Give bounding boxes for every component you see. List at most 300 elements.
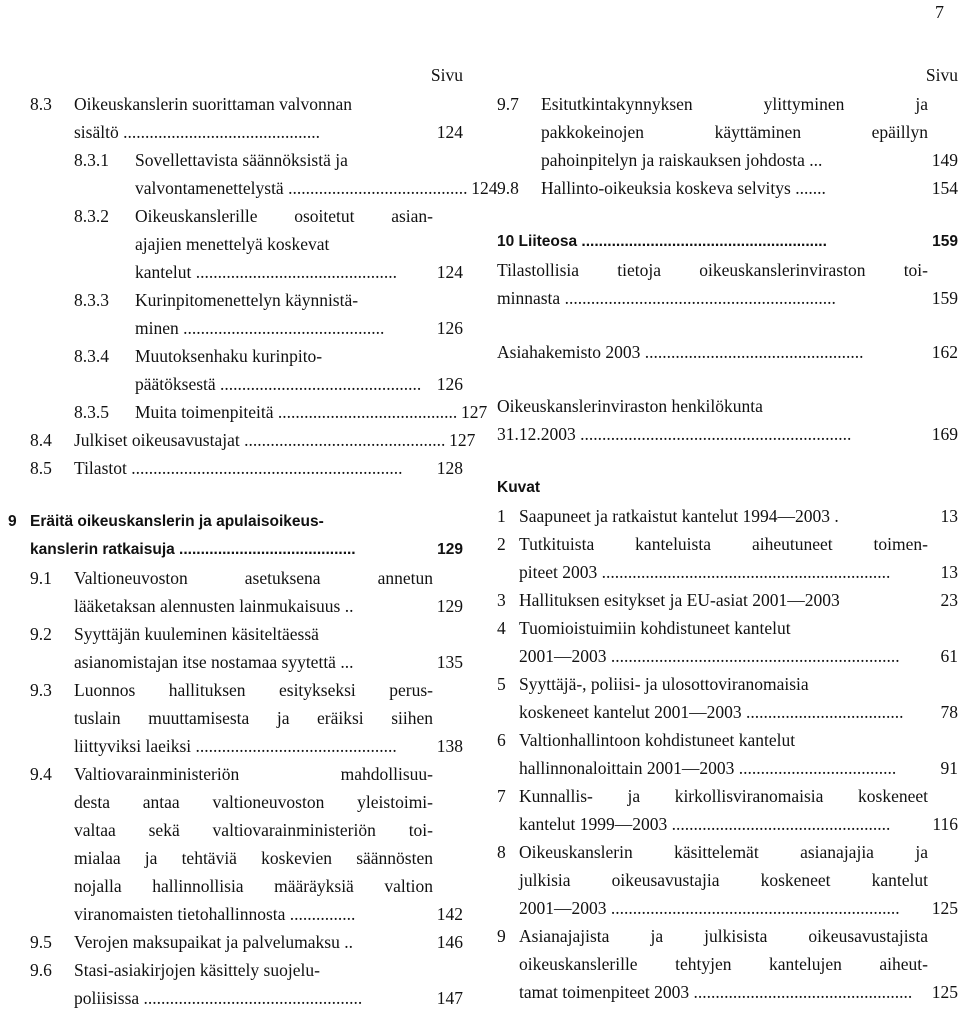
toc-entry-title [135,398,457,426]
toc-entry-title [519,754,936,782]
toc-entry-continuation [30,648,463,676]
toc-entry-text: kantelut 1999—2003 [519,814,668,834]
toc-entry-continuation [497,558,958,586]
dot-leader: .. [340,596,354,616]
toc-entry-text: Asiahakemisto 2003 [497,342,641,362]
dot-leader: ......................................... [283,178,468,198]
toc-page-spacer [928,950,958,978]
toc-entry-title [74,984,433,1012]
toc-page-spacer [433,760,463,788]
toc-entry-text: lääketaksan alennusten lainmukaisuus [74,596,341,616]
toc-entry-text: Tilastollisia tietoja oikeuskanslerinviraston toi- [497,260,928,280]
toc-entry [30,286,463,314]
toc-entry-title [74,704,433,732]
toc-page-spacer [928,474,958,502]
toc-page-spacer [433,676,463,704]
toc-list [497,90,958,1006]
toc-page-spacer [928,90,958,118]
toc-entry-number: 1 [497,506,506,526]
toc-entry-continuation [497,810,958,838]
toc-entry-title [519,950,928,978]
toc-entry [30,342,463,370]
toc-page-number: 125 [931,898,958,918]
toc-entry-text: Verojen maksupaikat ja palvelumaksu [74,932,340,952]
toc-entry-text: piteet 2003 [519,562,598,582]
toc-entry-title [519,698,936,726]
dot-leader: ... [804,150,823,170]
toc-entry-title [74,956,433,984]
toc-entry-number: 7 [497,786,506,806]
toc-entry-title [541,174,921,202]
toc-entry-number: 9.1 [30,568,52,588]
toc-entry-text: Sovellettavista säännöksistä ja [135,150,348,170]
toc-entry-text: Hallinto-oikeuksia koskeva selvitys [541,178,791,198]
dot-leader: .............................................. [178,318,385,338]
toc-entry-text: julkisia oikeusavustajia koskeneet kantelut [519,870,928,890]
toc-page-spacer [433,90,463,118]
toc-entry-title [497,256,928,284]
toc-entry-text: 2001—2003 [519,898,607,918]
toc-page-number: 129 [436,596,463,616]
toc-entry-title [519,558,936,586]
toc-entry-continuation [497,118,958,146]
toc-page-number: 124 [436,262,463,282]
toc-entry-continuation [30,844,463,872]
toc-entry-title [519,726,928,754]
toc-entry-title [30,508,433,536]
toc-page-spacer [433,508,463,536]
spacer [497,202,958,228]
toc-entry-title [541,118,928,146]
toc-page-spacer [928,922,958,950]
toc-page-spacer [928,670,958,698]
toc-entry [497,174,958,202]
toc-page-spacer [433,146,463,174]
toc-page-spacer [433,956,463,984]
toc-page-number: 128 [436,458,463,478]
toc-entry-title [497,392,928,420]
toc-page-number: 125 [931,982,958,1002]
dot-leader: ......................................... [273,402,458,422]
toc-entry-title [497,228,921,256]
toc-entry [497,586,958,614]
toc-entry-text: pakkokeinojen käyttäminen epäillyn [541,122,928,142]
toc-entry-continuation [30,118,463,146]
toc-entry-continuation [497,950,958,978]
toc-entry-continuation [497,866,958,894]
sivu-header: Sivu [925,65,958,85]
toc-page-spacer [928,866,958,894]
toc-entry-text: Eräitä oikeuskanslerin ja apulaisoikeus- [30,513,324,530]
toc-entry-text: nojalla hallinnollisia määräyksiä valtion [74,876,433,896]
toc-entry-title [74,648,433,676]
toc-entry-text: ajajien menettelyä koskevat [135,234,330,254]
toc-entry-text: Tilastot [74,458,127,478]
toc-page-spacer [928,530,958,558]
toc-entry-number: 8 [497,842,506,862]
toc-entry-text: oikeuskanslerille tehtyjen kantelujen aiheut- [519,954,928,974]
toc-entry-continuation [30,872,463,900]
toc-entry-number: 5 [497,674,506,694]
toc-entry-text: Muita toimenpiteitä [135,402,274,422]
toc-entry-continuation [497,894,958,922]
toc-entry-title [497,284,921,312]
toc-entry-title [135,174,467,202]
toc-entry-continuation [497,978,958,1006]
toc-entry-title [74,732,433,760]
toc-page-number: 146 [436,932,463,952]
page-number: 7 [935,2,944,22]
toc-entry [30,426,476,454]
toc-page-spacer [433,230,463,258]
dot-leader: .............................................. [215,374,422,394]
toc-entry-text: kantelut [135,262,192,282]
toc-entry [30,676,463,704]
toc-entry-number: 8.3 [30,94,52,114]
toc-entry-text: tamat toimenpiteet 2003 [519,982,690,1002]
toc-entry-text: Hallituksen esitykset ja EU-asiat 2001—2003 [519,590,840,610]
toc-entry-title [519,586,933,614]
toc-entry-continuation [30,788,463,816]
toc-page-number: 124 [436,122,463,142]
toc-entry [30,564,463,592]
toc-entry [497,726,958,754]
toc-entry [30,90,463,118]
toc-entry-text: Esitutkintakynnyksen ylittyminen ja [541,94,928,114]
toc-entry-text: viranomaisten tietohallinnosta [74,904,286,924]
toc-page-number: 135 [436,652,463,672]
toc-entry-text: Syyttäjä-, poliisi- ja ulosottoviranomaisia [519,674,809,694]
toc-page-number: 154 [931,178,958,198]
toc-entry-number: 9.3 [30,680,52,700]
toc-entry-continuation [30,732,463,760]
toc-entry-number: 8.3.3 [74,290,109,310]
toc-entry-text: liittyviksi laeiksi [74,736,192,756]
toc-entry-title [74,426,445,454]
toc-entry [497,838,958,866]
toc-entry-title [74,454,433,482]
toc-entry-number: 6 [497,730,506,750]
toc-column-right [497,60,958,1006]
toc-entry-text: Kuvat [497,479,541,496]
toc-page-spacer [928,838,958,866]
dot-leader: .............................................. [191,736,397,756]
toc-entry-text: pahoinpitelyn ja raiskauksen johdosta [541,150,805,170]
toc-entry-text: minnasta [497,288,561,308]
toc-entry [497,530,958,558]
toc-entry-text: Oikeuskanslerin käsittelemät asianajajia ja [519,842,928,862]
toc-entry-text: Oikeuskanslerinviraston henkilökunta [497,396,763,416]
toc-entry-title [497,338,921,366]
toc-page-number: 159 [932,233,958,250]
toc-entry-text: Oikeuskanslerille osoitetut asian- [135,206,433,226]
toc-entry-continuation [497,146,958,174]
toc-entry-text: koskeneet kantelut 2001—2003 [519,702,742,722]
toc-page-spacer [928,782,958,810]
toc-entry-title [74,928,433,956]
toc-page-number: 23 [940,590,958,610]
toc-entry-text: Julkiset oikeusavustajat [74,430,240,450]
toc-entry [30,146,463,174]
toc-page-number: 116 [932,814,958,834]
toc-page-number: 127 [461,402,488,422]
toc-entry-number: 9.8 [497,178,519,198]
toc-column-left [8,60,498,1012]
toc-entry-continuation [30,314,463,342]
toc-entry-title [74,788,433,816]
toc-entry-title [497,474,928,502]
toc-entry-title [519,838,928,866]
toc-entry-title [519,782,928,810]
toc-page-number: 126 [436,318,463,338]
toc-entry-number: 8.3.4 [74,346,109,366]
dot-leader: ......................................... [174,541,356,558]
toc-entry-title [74,564,433,592]
toc-entry-text: minen [135,318,179,338]
toc-entry-title [30,536,433,564]
dot-leader: .................................................................. [597,562,891,582]
toc-entry-text: Asianajajista ja julkisista oikeusavustajista [519,926,928,946]
toc-entry [30,454,463,482]
toc-entry-text: Valtiovarainministeriön mahdollisuu- [74,764,433,784]
toc-list [8,90,498,1012]
toc-entry-text: Tuomioistuimiin kohdistuneet kantelut [519,618,791,638]
toc-entry-title [74,118,433,146]
toc-entry-continuation [497,698,958,726]
spacer [497,366,958,392]
dot-leader: ....... [790,178,826,198]
toc-page-number: 124 [471,178,498,198]
toc-entry [497,614,958,642]
toc-entry-text: Stasi-asiakirjojen käsittely suojelu- [74,960,320,980]
toc-entry-text: Kurinpitomenettelyn käynnistä- [135,290,359,310]
toc-entry-title [135,146,433,174]
toc-page-spacer [433,788,463,816]
dot-leader: .................................................. [689,982,913,1002]
toc-entry-number: 8.3.1 [74,150,109,170]
toc-entry-continuation [497,474,958,502]
toc-entry-continuation [497,392,958,420]
toc-entry-title [497,420,921,448]
toc-page-number: 138 [436,736,463,756]
dot-leader: ............... [285,904,356,924]
sivu-header: Sivu [430,65,463,85]
toc-page-spacer [433,564,463,592]
toc-entry-text: Valtioneuvoston asetuksena annetun [74,568,433,588]
toc-entry-title [519,614,928,642]
toc-page-number: 78 [940,702,958,722]
toc-entry-title [74,676,433,704]
spacer [30,482,463,508]
dot-leader: ............................................. [118,122,320,142]
toc-page-spacer [433,286,463,314]
toc-entry-text: Oikeuskanslerin suorittaman valvonnan [74,94,352,114]
dot-leader: .................................... [734,758,897,778]
toc-page-spacer [433,816,463,844]
toc-page-number: 159 [931,288,958,308]
toc-entry-text: poliisissa [74,988,140,1008]
toc-page-number: 147 [436,988,463,1008]
toc-entry-number: 2 [497,534,506,554]
toc-page-number: 127 [449,430,476,450]
toc-page-spacer [928,614,958,642]
toc-page-number: 126 [436,374,463,394]
toc-entry-continuation [497,338,958,366]
toc-entry [8,508,463,536]
toc-entry-title [74,90,433,118]
toc-entry-title [74,620,433,648]
toc-entry [497,782,958,810]
toc-entry [497,502,958,530]
toc-entry-title [519,978,928,1006]
toc-entry-title [519,866,928,894]
toc-entry-continuation [30,704,463,732]
toc-entry-text: 10 Liiteosa [497,233,578,250]
toc-entry-continuation [497,642,958,670]
toc-entry-continuation [30,900,463,928]
toc-entry [30,956,463,984]
toc-page-spacer [928,392,958,420]
toc-entry-number: 9.5 [30,932,52,952]
toc-entry [497,90,958,118]
toc-entry-text: mialaa ja tehtäviä koskevien säännösten [74,848,433,868]
dot-leader: .................................... [741,702,904,722]
toc-entry-title [135,314,433,342]
toc-page-spacer [433,620,463,648]
toc-entry-text: Tutkituista kanteluista aiheutuneet toimen- [519,534,928,554]
toc-entry [30,928,463,956]
toc-page-spacer [433,872,463,900]
toc-entry-number: 9.7 [497,94,519,114]
toc-entry-number: 9 [497,926,506,946]
toc-entry-continuation [30,592,463,620]
toc-entry-continuation [30,174,498,202]
toc-page-number: 142 [436,904,463,924]
toc-entry-title [135,202,433,230]
toc-entry-continuation [30,816,463,844]
toc-entry-text: Luonnos hallituksen esitykseksi perus- [74,680,433,700]
toc-entry-continuation [497,754,958,782]
dot-leader: .................................................. [640,342,864,362]
toc-entry-title [74,872,433,900]
dot-leader: .................................................................. [606,646,900,666]
toc-entry-text: Muutoksenhaku kurinpito- [135,346,323,366]
toc-entry-text: 2001—2003 [519,646,607,666]
toc-entry-number: 8.5 [30,458,52,478]
toc-entry-title [74,844,433,872]
toc-entry [30,202,463,230]
toc-page-number: 162 [931,342,958,362]
toc-entry [30,620,463,648]
toc-entry-title [74,760,433,788]
toc-entry-title [74,592,433,620]
toc-page-spacer [928,726,958,754]
toc-entry-title [135,370,433,398]
toc-entry-title [135,342,433,370]
toc-entry-number: 9 [8,513,17,530]
toc-page-number: 129 [437,541,463,558]
toc-entry-continuation [30,984,463,1012]
toc-page-number: 149 [931,150,958,170]
toc-entry-continuation [30,536,463,564]
dot-leader: .............................................. [239,430,446,450]
toc-entry-text: kanslerin ratkaisuja [30,541,175,558]
spacer [497,448,958,474]
toc-entry-text: 31.12.2003 [497,424,576,444]
toc-page-number: 91 [940,758,958,778]
dot-leader: .. [339,932,353,952]
toc-entry [497,670,958,698]
toc-entry-text: Saapuneet ja ratkaistut kantelut 1994—2003 . [519,506,839,526]
toc-entry-title [519,894,928,922]
dot-leader: .................................................................. [606,898,900,918]
toc-entry-text: valtaa sekä valtiovarainministeriön toi- [74,820,433,840]
toc-entry-continuation [497,228,958,256]
toc-entry-text: Kunnallis- ja kirkollisviranomaisia koskeneet [519,786,928,806]
toc-page-spacer [433,202,463,230]
toc-entry-text: asianomistajan itse nostamaa syytettä [74,652,336,672]
toc-entry-title [519,530,928,558]
toc-entry-continuation [30,258,463,286]
toc-page-number: 169 [931,424,958,444]
dot-leader: .............................................................. [560,288,836,308]
toc-entry-continuation [30,370,463,398]
toc-entry-number: 9.2 [30,624,52,644]
toc-entry-text: tuslain muuttamisesta ja eräiksi siihen [74,708,433,728]
toc-entry-title [135,258,433,286]
toc-entry-title [519,642,936,670]
toc-entry [497,922,958,950]
toc-page-number: 13 [940,506,958,526]
toc-entry-text: hallinnonaloittain 2001—2003 [519,758,735,778]
toc-entry [30,760,463,788]
toc-entry-continuation [30,230,463,258]
dot-leader: .............................................................. [126,458,403,478]
dot-leader: .................................................. [667,814,891,834]
toc-entry-title [519,810,928,838]
toc-entry-title [74,900,433,928]
toc-entry-number: 9.6 [30,960,52,980]
toc-entry-number: 3 [497,590,506,610]
dot-leader: .............................................. [191,262,397,282]
toc-entry-continuation [497,420,958,448]
dot-leader: ......................................................... [577,233,827,250]
dot-leader: .................................................. [139,988,363,1008]
toc-entry-title [541,146,921,174]
toc-entry-title [519,922,928,950]
spacer [497,312,958,338]
toc-entry-text: päätöksestä [135,374,216,394]
toc-entry-title [135,286,433,314]
toc-entry-number: 8.3.5 [74,402,109,422]
dot-leader: .............................................................. [575,424,852,444]
toc-entry-text: sisältö [74,122,119,142]
dot-leader: ... [335,652,354,672]
toc-entry-text: Valtionhallintoon kohdistuneet kantelut [519,730,796,750]
toc-entry-continuation [497,284,958,312]
toc-page-spacer [433,704,463,732]
toc-entry-title [74,816,433,844]
toc-page-spacer [433,342,463,370]
toc-page-spacer [928,256,958,284]
toc-entry-text: desta antaa valtioneuvoston yleistoimi- [74,792,433,812]
toc-entry-number: 8.4 [30,430,52,450]
toc-entry-text: valvontamenettelystä [135,178,284,198]
toc-entry-number: 8.3.2 [74,206,109,226]
toc-page-spacer [928,118,958,146]
toc-entry-title [135,230,433,258]
toc-entry-title [519,502,936,530]
